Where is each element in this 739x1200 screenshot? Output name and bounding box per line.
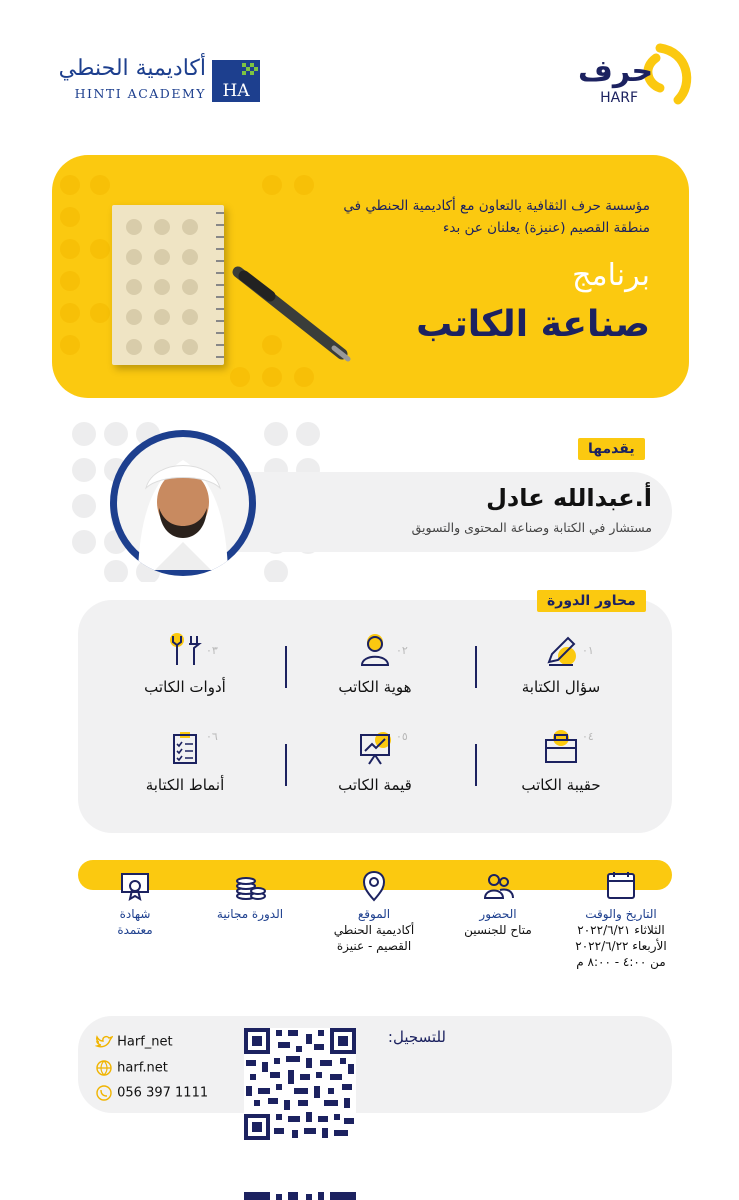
svg-text:HA: HA bbox=[222, 81, 250, 101]
topic-label: سؤال الكتابة bbox=[521, 678, 601, 696]
phone-contact[interactable]: 056 397 1111 bbox=[95, 1085, 208, 1101]
tools-icon bbox=[167, 632, 203, 668]
notebook-illustration bbox=[112, 205, 224, 365]
course-topics-tag: محاور الدورة bbox=[537, 590, 646, 612]
topic-divider bbox=[285, 744, 287, 786]
checklist-icon bbox=[167, 730, 203, 766]
topic-divider bbox=[285, 646, 287, 688]
coins-icon bbox=[234, 870, 266, 902]
banner-intro-text: مؤسسة حرف الثقافية بالتعاون مع أكاديمية الحنطي في منطقة القصيم (عنيزة) يعلنان عن بدء bbox=[343, 198, 650, 236]
twitter-icon bbox=[95, 1034, 113, 1050]
harf-logo-english: HARF bbox=[600, 90, 638, 106]
harf-logo-text: حرف bbox=[578, 54, 654, 89]
hinti-academy-logo bbox=[212, 60, 260, 102]
presentation-icon bbox=[357, 730, 393, 766]
banner-program-label: برنامج bbox=[572, 258, 650, 293]
presenter-photo bbox=[110, 430, 256, 576]
website-contact[interactable]: harf.net bbox=[95, 1060, 168, 1076]
info-datetime: التاريخ والوقت الثلاثاء ٢٠٢٢/٦/٢١ الأربعاء ٢٠٢٢/٦/٢٢ من ٤:٠٠ - ٨:٠٠ م bbox=[566, 870, 676, 970]
hinti-academy-arabic-name: أكاديمية الحنطي bbox=[58, 56, 206, 81]
twitter-contact[interactable]: Harf_net bbox=[95, 1034, 173, 1050]
second-qr-code-edge bbox=[244, 1190, 356, 1200]
topic-writer-identity: ٠٢ هوية الكاتب bbox=[290, 632, 460, 696]
presenter-tag: يقدمها bbox=[578, 438, 645, 460]
person-icon bbox=[357, 632, 393, 668]
topic-label: هوية الكاتب bbox=[338, 678, 412, 696]
certificate-icon bbox=[119, 870, 151, 902]
topic-divider bbox=[475, 744, 477, 786]
topic-label: حقيبة الكاتب bbox=[521, 776, 601, 794]
info-certificate: شهادة معتمدة bbox=[90, 870, 180, 938]
register-label: للتسجيل: bbox=[387, 1028, 446, 1046]
topic-writer-bag: ٠٤ حقيبة الكاتب bbox=[476, 730, 646, 794]
globe-icon bbox=[95, 1060, 113, 1076]
topic-label: أنماط الكتابة bbox=[145, 776, 225, 794]
topic-writer-tools: ٠٣ أدوات الكاتب bbox=[100, 632, 270, 696]
topic-writing-styles: ٠٦ أنماط الكتابة bbox=[100, 730, 270, 794]
topic-label: قيمة الكاتب bbox=[338, 776, 412, 794]
topic-divider bbox=[475, 646, 477, 688]
people-icon bbox=[482, 870, 514, 902]
pencil-icon bbox=[543, 632, 579, 668]
hinti-academy-english-name: HINTI ACADEMY bbox=[74, 86, 206, 101]
banner-program-title: صناعة الكاتب bbox=[416, 304, 650, 345]
topic-label: أدوات الكاتب bbox=[144, 678, 226, 696]
presenter-role: مستشار في الكتابة وصناعة المحتوى والتسويق bbox=[411, 520, 652, 535]
info-location: الموقع أكاديمية الحنطي القصيم - عنيزة bbox=[322, 870, 426, 954]
info-attendance: الحضور متاح للجنسين bbox=[448, 870, 548, 938]
topic-writer-value: ٠٥ قيمة الكاتب bbox=[290, 730, 460, 794]
info-free-course: الدورة مجانية bbox=[200, 870, 300, 922]
location-pin-icon bbox=[358, 870, 390, 902]
whatsapp-icon bbox=[95, 1085, 113, 1101]
briefcase-icon bbox=[543, 730, 579, 766]
topic-writing-question: ٠١ سؤال الكتابة bbox=[476, 632, 646, 696]
calendar-icon bbox=[605, 870, 637, 902]
presenter-name: أ.عبدالله عادل bbox=[486, 484, 652, 512]
registration-qr-code[interactable] bbox=[244, 1028, 356, 1140]
